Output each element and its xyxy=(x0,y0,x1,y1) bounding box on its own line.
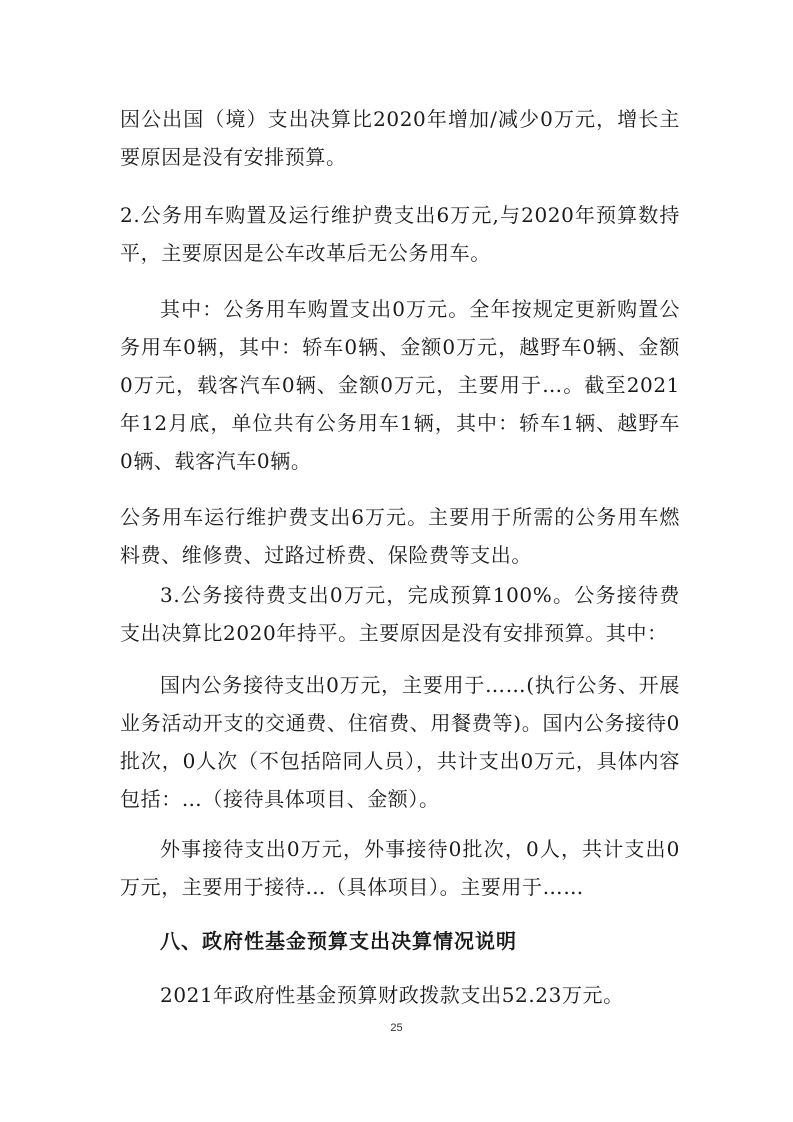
paragraph-vehicle-expense: 2.公务用车购置及运行维护费支出6万元,与2020年预算数持平，主要原因是公车改革后无公务用车。 xyxy=(120,203,680,265)
page-number: 25 xyxy=(390,1022,403,1034)
paragraph-foreign-reception: 外事接待支出0万元，外事接待0批次，0人，共计支出0万元，主要用于接待…（具体项目）。主要用于…… xyxy=(120,837,680,899)
section-heading-government-fund: 八、政府性基金预算支出决算情况说明 xyxy=(160,929,517,953)
paragraph-reception-expense: 3.公务接待费支出0万元，完成预算100%。公务接待费支出决算比2020年持平。主要原因是没有安排预算。其中： xyxy=(120,583,680,645)
paragraph-domestic-reception: 国内公务接待支出0万元，主要用于……(执行公务、开展业务活动开支的交通费、住宿费、用餐费等)。国内公务接待0批次，0人次（不包括陪同人员），共计支出0万元，具体内容包括：…（接待具体项目、金额）。 xyxy=(120,673,680,811)
paragraph-government-fund: 2021年政府性基金预算财政拨款支出52.23万元。 xyxy=(160,983,624,1007)
paragraph-vehicle-maintenance: 公务用车运行维护费支出6万元。主要用于所需的公务用车燃料费、维修费、过路过桥费、保险费等支出。 xyxy=(120,505,680,567)
paragraph-overseas-expense: 因公出国（境）支出决算比2020年增加/减少0万元，增长主要原因是没有安排预算。 xyxy=(120,107,680,169)
paragraph-vehicle-purchase: 其中：公务用车购置支出0万元。全年按规定更新购置公务用车0辆，其中：轿车0辆、金额0万元，越野车0辆、金额0万元，载客汽车0辆、金额0万元，主要用于…。截至2021年12月底，单位共有公务用车1辆，其中：轿车1辆、越野车0辆、载客汽车0辆。 xyxy=(120,297,680,473)
